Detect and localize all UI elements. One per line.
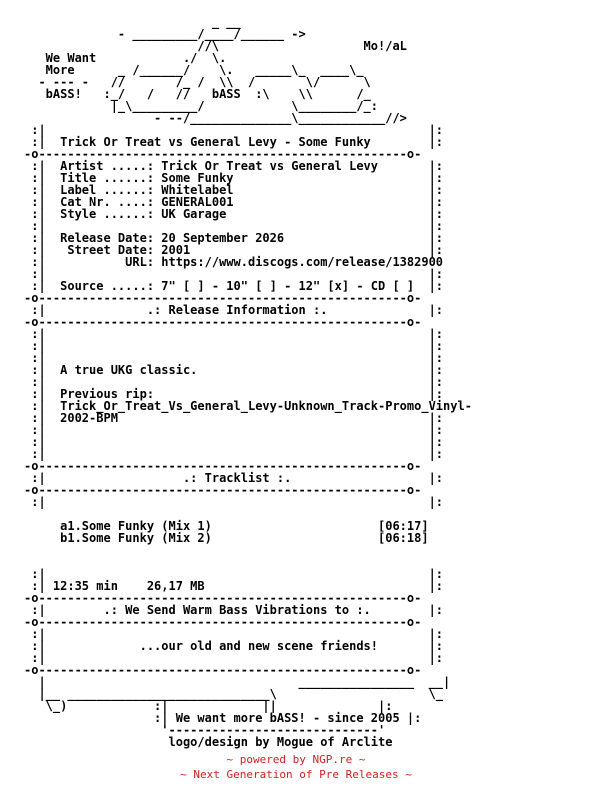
nfo-line: :| Artist .....: Trick Or Treat vs General Levy |: bbox=[24, 159, 444, 173]
nfo-line: -o---------------------------------------------------o- bbox=[24, 663, 422, 677]
nfo-line: -o---------------------------------------------------o- bbox=[24, 591, 422, 605]
nfo-line: We Want ./ \. bbox=[24, 51, 227, 65]
nfo-line: :| Street Date: 2001 |: bbox=[24, 243, 444, 257]
nfo-line: :| |: bbox=[24, 495, 444, 509]
nfo-line: :| |: bbox=[24, 351, 444, 365]
nfo-line: :| ...our old and new scene friends! |: bbox=[24, 639, 444, 653]
nfo-line: a1.Some Funky (Mix 1) [06:17] bbox=[24, 519, 429, 533]
nfo-line: :| |: bbox=[24, 123, 444, 137]
nfo-line: |__ ____________________________\ \_ bbox=[24, 687, 444, 701]
nfo-line: :| Trick Or Treat vs General Levy - Some Funky |: bbox=[24, 135, 444, 149]
nfo-line: //\ Mo!/aL bbox=[24, 39, 407, 53]
nfo-line: More _ /______/ \. _____\_ ____\_ bbox=[24, 63, 364, 77]
nfo-line: :| 12:35 min 26,17 MB |: bbox=[24, 579, 444, 593]
nfo-line: :| |: bbox=[24, 423, 444, 437]
nfo-line: :| |: bbox=[24, 567, 444, 581]
nfo-line: :| .: Tracklist :. |: bbox=[24, 471, 444, 485]
nfo-line: :| We want more bASS! - since 2005 |: bbox=[24, 711, 422, 725]
nfo-line: :| |: bbox=[24, 327, 444, 341]
nfo-line: bASS! :_/ / // bASS :\ \\ /_ bbox=[24, 87, 371, 101]
nfo-line: :| Cat Nr. ....: GENERAL001 |: bbox=[24, 195, 444, 209]
footer-powered-by: ~ powered by NGP.re ~ bbox=[226, 753, 366, 766]
nfo-line: logo/design by Mogue of Arclite bbox=[24, 735, 393, 749]
nfo-line: :| |: bbox=[24, 651, 444, 665]
nfo-line: -o---------------------------------------------------o- bbox=[24, 315, 422, 329]
nfo-line: -o---------------------------------------------------o- bbox=[24, 483, 422, 497]
nfo-line: '-----------------------------' bbox=[24, 723, 386, 737]
nfo-line: :| |: bbox=[24, 435, 444, 449]
nfo-line: :| Label ......: Whitelabel |: bbox=[24, 183, 444, 197]
nfo-line: :| Source .....: 7" [ ] - 10" [ ] - 12" [x] - CD [ ] |: bbox=[24, 279, 444, 293]
nfo-line: :| |: bbox=[24, 447, 444, 461]
nfo-line: :| |: bbox=[24, 219, 444, 233]
nfo-line: :| Style ......: UK Garage |: bbox=[24, 207, 444, 221]
nfo-line: :| Title ......: Some Funky |: bbox=[24, 171, 444, 185]
nfo-text-block bbox=[24, 16, 472, 748]
nfo-line: b1.Some Funky (Mix 2) [06:18] bbox=[24, 531, 429, 545]
nfo-line: :| |: bbox=[24, 375, 444, 389]
nfo-line: :| URL: https://www.discogs.com/release/1382900 bbox=[24, 255, 444, 269]
nfo-line: :| .: We Send Warm Bass Vibrations to :. |: bbox=[24, 603, 444, 617]
nfo-line: \_) :| || |: bbox=[24, 699, 393, 713]
nfo-line: -o---------------------------------------------------o- bbox=[24, 459, 422, 473]
nfo-line: :| |: bbox=[24, 267, 444, 281]
nfo-line: :| |: bbox=[24, 627, 444, 641]
nfo-line: :| Previous rip: |: bbox=[24, 387, 444, 401]
nfo-line: -o---------------------------------------------------o- bbox=[24, 147, 422, 161]
nfo-line: _ __ bbox=[24, 15, 241, 29]
footer bbox=[0, 752, 592, 782]
nfo-line: :| 2002-BPM |: bbox=[24, 411, 444, 425]
nfo-line: :| Trick_Or_Treat_Vs_General_Levy-Unknown_Track-Promo_Vinyl- bbox=[24, 399, 472, 413]
nfo-line: :| |: bbox=[24, 339, 444, 353]
nfo-line: - --/______________\____________//> bbox=[24, 111, 407, 125]
nfo-line: - _________/____/______ -> bbox=[24, 27, 306, 41]
nfo-line: -o---------------------------------------------------o- bbox=[24, 291, 422, 305]
nfo-line: :| A true UKG classic. |: bbox=[24, 363, 444, 377]
footer-tagline: ~ Next Generation of Pre Releases ~ bbox=[180, 768, 412, 781]
nfo-line: - --- - // /_ / \\ / \/ \ bbox=[24, 75, 371, 89]
nfo-line bbox=[24, 544, 472, 556]
nfo-line: |_\_________/ \________/_: bbox=[24, 99, 379, 113]
nfo-line: :| .: Release Information :. |: bbox=[24, 303, 444, 317]
nfo-line: -o---------------------------------------------------o- bbox=[24, 615, 422, 629]
nfo-line: | ________________ __| bbox=[24, 675, 451, 689]
nfo-line: :| Release Date: 20 September 2026 |: bbox=[24, 231, 444, 245]
